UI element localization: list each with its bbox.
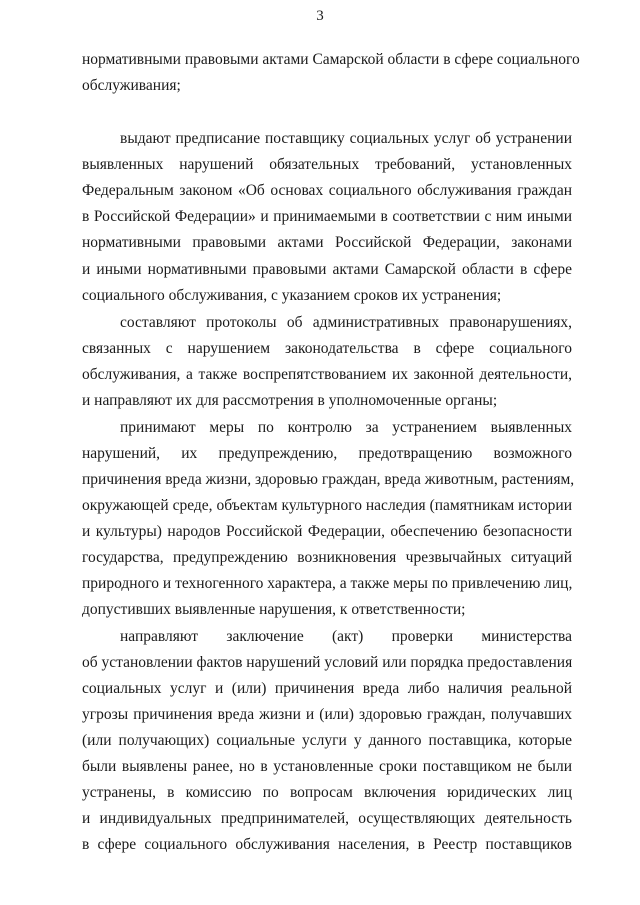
text-line: составляют протоколы об административных правонарушениях, [120, 314, 572, 331]
text-line: направляют заключение (акт) проверки министерства [120, 628, 572, 645]
text-line: нормативными правовыми актами Самарской области в сфере социального [82, 51, 580, 68]
text-line: государства, предупреждению возникновения чрезвычайных ситуаций [82, 549, 572, 566]
text-line: причинения вреда жизни, здоровью граждан, вреда животным, растениям, [82, 471, 575, 488]
text-line: и иными нормативными правовыми актами Самарской области в сфере [82, 261, 572, 278]
text-line: нормативными правовыми актами Российской Федерации, законами [82, 234, 572, 251]
text-line: обслуживания; [82, 77, 181, 94]
text-line: об установлении фактов нарушений условий или порядка предоставления [82, 654, 573, 671]
text-line: выявленных нарушений обязательных требований, установленных [82, 156, 572, 173]
text-line: и индивидуальных предпринимателей, осуществляющих деятельность [82, 810, 572, 827]
text-line: Федеральным законом «Об основах социального обслуживания граждан [82, 182, 572, 199]
text-line: обслуживания, а также воспрепятствованием их законной деятельности, [82, 366, 572, 383]
text-line: допустивших выявленные нарушения, к ответственности; [82, 601, 466, 618]
text-line: в сфере социального обслуживания населения, в Реестр поставщиков [82, 836, 572, 853]
text-line: в Российской Федерации» и принимаемыми в соответствии с ним иными [82, 208, 572, 225]
text-line: социального обслуживания, с указанием сроков их устранения; [82, 287, 502, 304]
text-line: нарушений, их предупреждению, предотвращению возможного [82, 445, 572, 462]
text-line: были выявлены ранее, но в установленные сроки поставщиком не были [82, 758, 572, 775]
text-line: принимают меры по контролю за устранением выявленных [120, 419, 572, 436]
text-line: угрозы причинения вреда жизни и (или) здоровью граждан, получавших [82, 706, 572, 723]
text-line: связанных с нарушением законодательства в сфере социального [82, 340, 572, 357]
text-line: устранены, в комиссию по вопросам включения юридических лиц [82, 784, 572, 801]
page-number: 3 [316, 8, 324, 24]
text-line: окружающей среде, объектам культурного наследия (памятникам истории [82, 497, 572, 514]
text-line: и направляют их для рассмотрения в уполномоченные органы; [82, 392, 498, 409]
text-line: выдают предписание поставщику социальных услуг об устранении [120, 130, 572, 147]
text-line: социальных услуг и (или) причинения вреда либо наличия реальной [82, 680, 572, 697]
text-line: природного и техногенного характера, а также меры по привлечению лиц, [82, 575, 573, 592]
text-line: и культуры) народов Российской Федерации, обеспечению безопасности [82, 523, 572, 540]
text-line: (или получающих) социальные услуги у данного поставщика, которые [82, 732, 572, 749]
